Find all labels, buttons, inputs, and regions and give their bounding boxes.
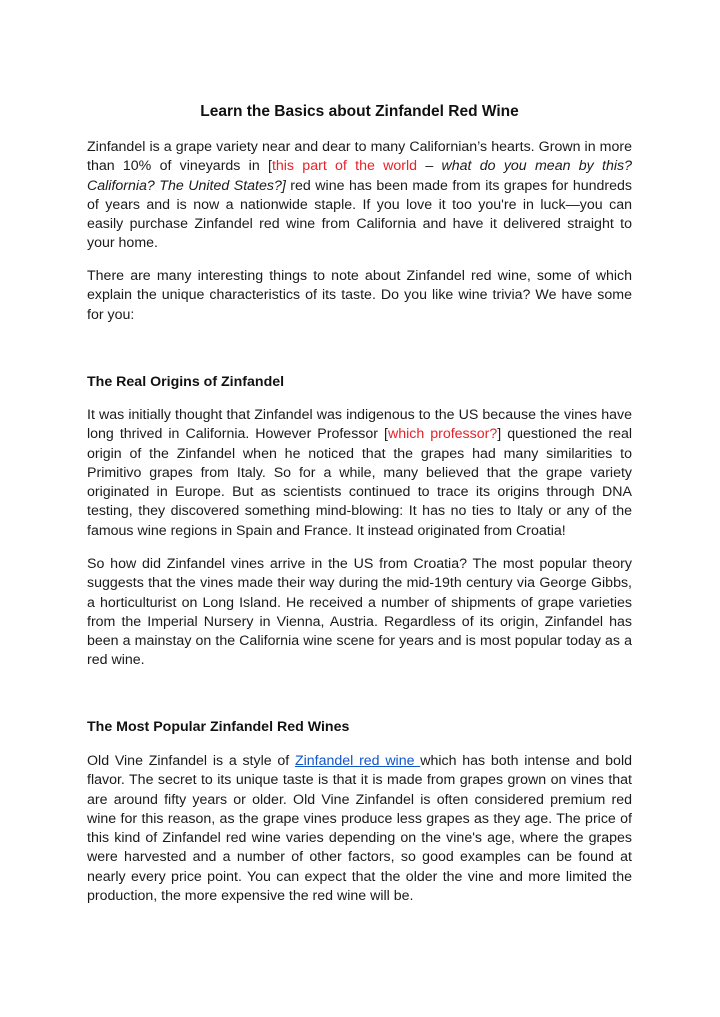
intro-paragraph-1 bbox=[87, 138, 632, 254]
intro-p2-text: There are many interesting things to note about Zinfandel red wine, some of which explain the unique characteristics of its taste. Do you like wine trivia? We have some for you: bbox=[87, 268, 632, 323]
intro-p1-text-a: Zinfandel is a grape variety near and dear to many Californian’s hearts. Grown in more than 10% of vineyards in [ bbox=[87, 139, 632, 175]
intro-p1-text-b: – bbox=[417, 158, 442, 175]
intro-p1-comment-red: this part of the world bbox=[271, 158, 418, 175]
section-origins bbox=[87, 373, 632, 392]
zinfandel-red-wine-link[interactable]: Zinfandel red wine bbox=[294, 753, 421, 769]
origins-paragraph-1 bbox=[87, 406, 632, 541]
origins-paragraph-2 bbox=[87, 555, 632, 671]
section-origins-heading: The Real Origins of Zinfandel bbox=[87, 374, 285, 390]
origins-p1-comment-red: which professor? bbox=[387, 426, 498, 443]
section-popular-heading: The Most Popular Zinfandel Red Wines bbox=[87, 719, 350, 735]
intro-p1-text-c: red wine has been made from its grapes for hundreds of years and is now a nationwide staple. If you love it too you're in luck—you can easily purchase Zinfandel red wine from California and have it delivered straight to your home. bbox=[87, 177, 632, 252]
origins-p1-text-b: ] questioned the real origin of the Zinfandel when he noticed that the grapes had many similarities to Primitivo grapes from Italy. So for a while, many believed that the grape variety originated in Europe. But as scientists continued to trace its origins through DNA testing, they discovered something mind-blowing: It has no ties to Italy or any of the famous wine regions in Spain and France. It instead originated from Croatia! bbox=[87, 426, 633, 539]
intro-paragraph-2 bbox=[87, 267, 632, 325]
document-title: Learn the Basics about Zinfandel Red Wine bbox=[200, 103, 519, 120]
popular-p1-text-a: Old Vine Zinfandel is a style of bbox=[87, 753, 295, 769]
popular-p1-text-b: which has both intense and bold flavor. The secret to its unique taste is that it is made from grapes grown on vines that are around fifty years or older. Old Vine Zinfandel is often considered premium red wine for this reason, as the grape vines produce less grapes as they age. The price of this kind of Zinfandel red wine varies depending on the vine's age, where the grapes were harvested and a number of other factors, so good examples can be found at nearly every price point. You can expect that the older the vine and more limited the production, the more expensive the red wine will be. bbox=[87, 753, 632, 905]
section-popular bbox=[87, 718, 632, 737]
origins-p2-text: So how did Zinfandel vines arrive in the US from Croatia? The most popular theory suggests that the vines made their way during the mid-19th century via George Gibbs, a horticulturist on Long Island. He received a number of shipments of grape varieties from the Imperial Nursery in Vienna, Austria. Regardless of its origin, Zinfandel has been a mainstay on the California wine scene for years and is most popular today as a red wine. bbox=[87, 556, 632, 669]
intro-p1-comment-italic: what do you mean by this? California? The United States?] bbox=[87, 158, 632, 194]
origins-p1-text-a: It was initially thought that Zinfandel was indigenous to the US because the vines have long thrived in California. However Professor [ bbox=[87, 407, 632, 443]
popular-paragraph-1 bbox=[87, 752, 632, 906]
